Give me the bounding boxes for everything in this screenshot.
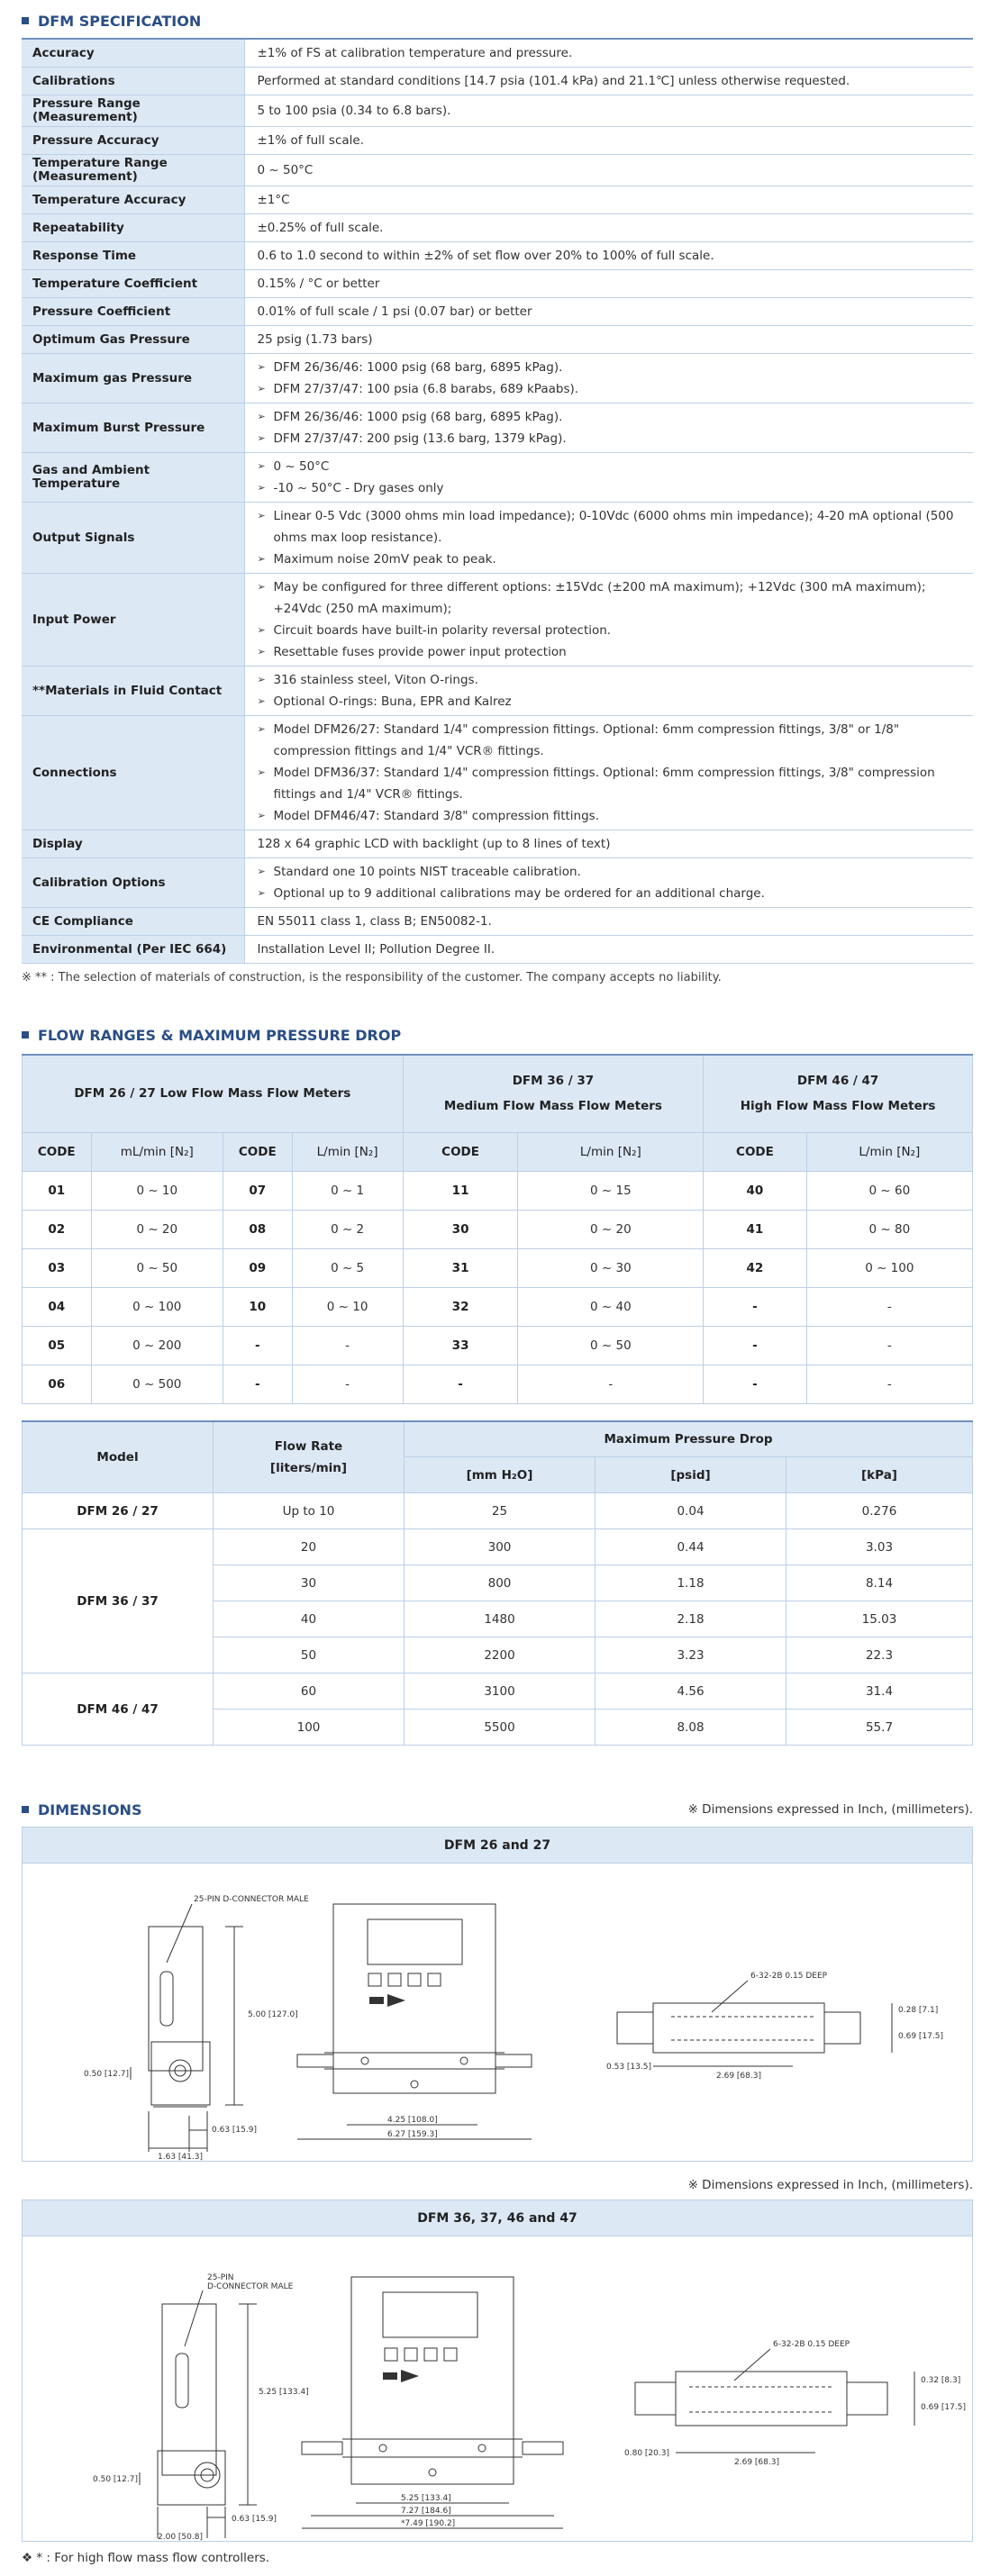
pressure-cell: 2.18 — [596, 1601, 786, 1637]
flow-range-cell: 0 ~ 500 — [91, 1365, 223, 1403]
spec-row — [22, 574, 973, 667]
table-row — [23, 1673, 973, 1710]
pressure-cell: 100 — [214, 1710, 405, 1746]
flow-range-cell: 0 ~ 15 — [518, 1171, 704, 1210]
flow-range-cell: 0 ~ 10 — [91, 1171, 223, 1210]
flow-range-cell: - — [806, 1326, 972, 1365]
flow-range-cell: 0 ~ 10 — [292, 1287, 403, 1326]
lcd-display-icon — [368, 1919, 462, 1964]
panel-title: DFM 26 and 27 — [23, 1828, 972, 1864]
flow-column-header: L/min [N₂] — [292, 1132, 403, 1171]
spec-value: 0 ~ 50°C — [244, 155, 973, 186]
flow-range-cell: 0 ~ 30 — [518, 1248, 704, 1287]
side-view-body — [149, 1927, 203, 2071]
spec-list-item: ➢ DFM 27/37/47: 100 psia (6.8 barabs, 689 kPaabs). — [258, 378, 961, 400]
pressure-cell: 55.7 — [786, 1710, 973, 1746]
flow-range-cell: 0 ~ 1 — [292, 1171, 403, 1210]
spec-list-item: ➢ DFM 26/36/46: 1000 psig (68 barg, 6895 kPag). — [258, 357, 961, 378]
pressure-cell: 8.14 — [786, 1565, 973, 1601]
side-dimension: 0.50 [12.7] — [93, 2475, 138, 2484]
flow-range-cell: 0 ~ 5 — [292, 1248, 403, 1287]
spec-value: ±1% of FS at calibration temperature and pressure. — [244, 39, 973, 68]
d-connector-icon — [176, 2354, 188, 2408]
spec-list-item: ➢ Optional up to 9 additional calibrations may be ordered for an additional charge. — [258, 883, 961, 904]
spec-row — [22, 326, 973, 354]
pressure-cell: 50 — [214, 1637, 405, 1673]
spec-row — [22, 186, 973, 214]
table-row — [23, 1210, 973, 1248]
spec-label: Calibrations — [22, 68, 244, 95]
spec-section-title — [22, 9, 973, 32]
flow-column-header: CODE — [704, 1132, 807, 1171]
spec-table — [22, 38, 973, 964]
group-header-medium: DFM 36 / 37 Medium Flow Mass Flow Meters — [403, 1055, 704, 1132]
spec-label: Temperature Accuracy — [22, 186, 244, 214]
flow-range-cell: 0 ~ 50 — [91, 1248, 223, 1287]
spec-value — [244, 453, 973, 503]
pressure-cell: 40 — [214, 1601, 405, 1637]
spec-value-list — [258, 505, 961, 570]
connector-label-1: 25-PIN — [207, 2273, 234, 2282]
width-dimension-2: 1.63 [41.3] — [158, 2153, 203, 2161]
spec-row — [22, 858, 973, 908]
spec-value: 25 psig (1.73 bars) — [244, 326, 973, 354]
flow-range-cell: 0 ~ 100 — [91, 1287, 223, 1326]
connector-label: 25-PIN D-CONNECTOR MALE — [194, 1895, 309, 1904]
spec-list-item: ➢ Linear 0-5 Vdc (3000 ohms min load impedance); 0-10Vdc (6000 ohms min impedance); 4-20 mA optional (500 ohms max loop resistance). — [258, 505, 961, 549]
pressure-cell: 8.08 — [596, 1710, 786, 1746]
spec-label: Calibration Options — [22, 858, 244, 908]
unit-header: [psid] — [596, 1457, 786, 1493]
pressure-cell: 3.03 — [786, 1529, 973, 1565]
flow-range-cell: - — [806, 1287, 972, 1326]
spec-value: ±0.25% of full scale. — [244, 214, 973, 242]
spec-list-item: ➢ Model DFM36/37: Standard 1/4" compression fittings. Optional: 6mm compression fittings, 3/8" compression fittings and 1/4" VCR® fittings. — [258, 762, 961, 805]
flow-code-cell: 03 — [23, 1248, 92, 1287]
flow-code-cell: - — [704, 1365, 807, 1403]
spec-list-item: ➢ Resettable fuses provide power input protection — [258, 641, 961, 663]
flow-code-cell: 31 — [403, 1248, 518, 1287]
flow-code-cell: 05 — [23, 1326, 92, 1365]
pressure-cell: Up to 10 — [214, 1493, 405, 1529]
front-width-3: *7.49 [190.2] — [401, 2519, 456, 2528]
section-bullet-icon — [22, 17, 29, 24]
spec-list-item: ➢ 316 stainless steel, Viton O-rings. — [258, 669, 961, 691]
pressure-cell: 30 — [214, 1565, 405, 1601]
spec-value — [244, 354, 973, 404]
unit-header: [mm H₂O] — [405, 1457, 596, 1493]
height-dimension: 5.00 [127.0] — [248, 2010, 298, 2019]
spec-row — [22, 453, 973, 503]
flow-column-header: CODE — [23, 1132, 92, 1171]
flow-range-cell: - — [292, 1365, 403, 1403]
flow-column-header: L/min [N₂] — [518, 1132, 704, 1171]
pressure-cell: 25 — [405, 1493, 596, 1529]
flow-range-cell: 0 ~ 2 — [292, 1210, 403, 1248]
flow-column-header: CODE — [223, 1132, 293, 1171]
spec-row — [22, 298, 973, 326]
spec-value: ±1% of full scale. — [244, 127, 973, 155]
flow-code-cell: 11 — [403, 1171, 518, 1210]
pressure-cell: 0.44 — [596, 1529, 786, 1565]
flow-title: FLOW RANGES & MAXIMUM PRESSURE DROP — [38, 1026, 402, 1044]
flow-code-cell: 02 — [23, 1210, 92, 1248]
materials-note: ※ ** : The selection of materials of construction, is the responsibility of the customer. The company accepts no liability. — [22, 971, 722, 984]
flow-code-cell: - — [223, 1365, 293, 1403]
spec-label: Pressure Accuracy — [22, 127, 244, 155]
flow-code-cell: 10 — [223, 1287, 293, 1326]
top-left-offset: 0.53 [13.5] — [606, 2063, 651, 2072]
table-row — [23, 1171, 973, 1210]
front-view-body — [333, 1904, 496, 2093]
spec-value: ±1°C — [244, 186, 973, 214]
pressure-drop-table — [22, 1420, 973, 1746]
table-row — [23, 1287, 973, 1326]
high-flow-footnote: ❖ * : For high flow mass flow controllers. — [22, 2551, 270, 2565]
flow-code-cell: - — [704, 1287, 807, 1326]
model-cell: DFM 46 / 47 — [23, 1673, 214, 1746]
spec-value-list — [258, 719, 961, 827]
flow-column-header: CODE — [403, 1132, 518, 1171]
spec-value: 0.6 to 1.0 second to within ±2% of set flow over 20% to 100% of full scale. — [244, 242, 973, 270]
flow-code-cell: 30 — [403, 1210, 518, 1248]
spec-label: Maximum gas Pressure — [22, 354, 244, 404]
flow-range-cell: 0 ~ 40 — [518, 1287, 704, 1326]
flow-range-cell: 0 ~ 20 — [91, 1210, 223, 1248]
spec-row — [22, 716, 973, 830]
table-row — [23, 1529, 973, 1565]
width-dimension-1: 0.63 [15.9] — [232, 2515, 277, 2524]
flow-code-cell: 33 — [403, 1326, 518, 1365]
dimensions-title: DIMENSIONS — [38, 1800, 142, 1819]
max-pressure-drop-header: Maximum Pressure Drop — [405, 1421, 973, 1457]
flow-range-cell: 0 ~ 50 — [518, 1326, 704, 1365]
flow-range-cell: - — [518, 1365, 704, 1403]
pressure-cell: 2200 — [405, 1637, 596, 1673]
spec-list-item: ➢ Optional O-rings: Buna, EPR and Kalrez — [258, 691, 961, 712]
flow-range-table — [22, 1054, 973, 1404]
pressure-cell: 15.03 — [786, 1601, 973, 1637]
spec-list-item: ➢ Circuit boards have built-in polarity reversal protection. — [258, 620, 961, 641]
spec-value: Performed at standard conditions [14.7 psia (101.4 kPa) and 21.1℃] unless otherwise requested. — [244, 68, 973, 95]
spec-value: 0.15% / °C or better — [244, 270, 973, 298]
section-bullet-icon — [22, 1031, 29, 1039]
spec-value: 5 to 100 psia (0.34 to 6.8 bars). — [244, 95, 973, 127]
spec-label: Temperature Range (Measurement) — [22, 155, 244, 186]
dimensions-unit-note: ※ Dimensions expressed in Inch, (millimeters). — [687, 1802, 973, 1817]
spec-label: Accuracy — [22, 39, 244, 68]
spec-label: Input Power — [22, 574, 244, 667]
top-height-2: 0.69 [17.5] — [898, 2032, 943, 2041]
top-height-2: 0.69 [17.5] — [921, 2403, 966, 2412]
spec-row — [22, 242, 973, 270]
unit-header: [kPa] — [786, 1457, 973, 1493]
spec-title: DFM SPECIFICATION — [38, 12, 202, 30]
group-header-high: DFM 46 / 47 High Flow Mass Flow Meters — [704, 1055, 973, 1132]
spec-value-list — [258, 406, 961, 449]
pressure-cell: 5500 — [405, 1710, 596, 1746]
spec-row — [22, 830, 973, 858]
pressure-cell: 800 — [405, 1565, 596, 1601]
width-dimension-1: 0.63 [15.9] — [212, 2126, 257, 2135]
pressure-cell: 22.3 — [786, 1637, 973, 1673]
front-width-2: 6.27 [159.3] — [387, 2130, 438, 2139]
spec-value-list — [258, 456, 961, 499]
spec-value — [244, 404, 973, 453]
spec-row — [22, 127, 973, 155]
pressure-cell: 3.23 — [596, 1637, 786, 1673]
flow-code-cell: 06 — [23, 1365, 92, 1403]
side-dimension: 0.50 [12.7] — [84, 2070, 129, 2079]
spec-value — [244, 858, 973, 908]
spec-label: Pressure Range (Measurement) — [22, 95, 244, 127]
spec-list-item: ➢ DFM 27/37/47: 200 psig (13.6 barg, 1379 kPag). — [258, 428, 961, 449]
flow-range-cell: - — [292, 1326, 403, 1365]
flow-range-cell: - — [806, 1365, 972, 1403]
tap-label: 6-32-2B 0.15 DEEP — [773, 2340, 850, 2349]
connector-label-2: D-CONNECTOR MALE — [207, 2282, 294, 2291]
spec-value: Installation Level II; Pollution Degree II. — [244, 936, 973, 964]
spec-list-item: ➢ DFM 26/36/46: 1000 psig (68 barg, 6895 kPag). — [258, 406, 961, 428]
model-cell: DFM 26 / 27 — [23, 1493, 214, 1529]
table-row — [23, 1365, 973, 1403]
spec-list-item: ➢ Model DFM26/27: Standard 1/4" compression fittings. Optional: 6mm compression fittings, 3/8" or 1/8" compression fittings and 1/4" VCR® fittings. — [258, 719, 961, 762]
spec-list-item: ➢ Model DFM46/47: Standard 3/8" compression fittings. — [258, 805, 961, 827]
spec-value-list — [258, 861, 961, 904]
spec-value: 128 x 64 graphic LCD with backlight (up to 8 lines of text) — [244, 830, 973, 858]
spec-label: Pressure Coefficient — [22, 298, 244, 326]
table-row — [23, 1326, 973, 1365]
flow-code-cell: - — [223, 1326, 293, 1365]
dimensions-header — [22, 1798, 973, 1821]
spec-label: Output Signals — [22, 503, 244, 574]
table-row — [23, 1493, 973, 1529]
pressure-cell: 1480 — [405, 1601, 596, 1637]
panel-title: DFM 36, 37, 46 and 47 — [23, 2200, 972, 2236]
flow-code-cell: 41 — [704, 1210, 807, 1248]
spec-label: Optimum Gas Pressure — [22, 326, 244, 354]
spec-label: Maximum Burst Pressure — [22, 404, 244, 453]
flow-range-cell: 0 ~ 200 — [91, 1326, 223, 1365]
dimension-panel-36-47 — [22, 2200, 973, 2542]
spec-list-item: ➢ May be configured for three different options: ±15Vdc (±200 mA maximum); +12Vdc (300 mA maximum); +24Vdc (250 mA maximum); — [258, 576, 961, 620]
spec-label: Connections — [22, 716, 244, 830]
flow-range-cell: 0 ~ 60 — [806, 1171, 972, 1210]
pressure-cell: 60 — [214, 1673, 405, 1710]
spec-label: Response Time — [22, 242, 244, 270]
dimensions-section-title — [22, 1798, 141, 1821]
pressure-cell: 300 — [405, 1529, 596, 1565]
flow-range-cell: 0 ~ 20 — [518, 1210, 704, 1248]
flow-direction-arrow-icon — [387, 1994, 405, 2007]
pressure-cell: 4.56 — [596, 1673, 786, 1710]
pressure-cell: 20 — [214, 1529, 405, 1565]
top-view-body — [653, 2003, 824, 2053]
side-view-body — [162, 2304, 216, 2475]
spec-label: CE Compliance — [22, 908, 244, 936]
flow-section-title — [22, 1023, 973, 1047]
spec-value — [244, 503, 973, 574]
flow-column-header: mL/min [N₂] — [91, 1132, 223, 1171]
flow-code-cell: 01 — [23, 1171, 92, 1210]
flow-range-cell: 0 ~ 80 — [806, 1210, 972, 1248]
flow-code-cell: - — [403, 1365, 518, 1403]
spec-label: Gas and Ambient Temperature — [22, 453, 244, 503]
spec-row — [22, 270, 973, 298]
flow-code-cell: 42 — [704, 1248, 807, 1287]
front-width-2: 7.27 [184.6] — [401, 2507, 451, 2516]
front-width-1: 5.25 [133.4] — [401, 2494, 451, 2503]
d-connector-icon — [160, 1972, 173, 2026]
spec-value-list — [258, 357, 961, 400]
spec-value — [244, 716, 973, 830]
pressure-cell: 3100 — [405, 1673, 596, 1710]
flow-code-cell: - — [704, 1326, 807, 1365]
spec-value — [244, 667, 973, 716]
table-row — [23, 1248, 973, 1287]
spec-value-list — [258, 669, 961, 712]
spec-row — [22, 404, 973, 453]
spec-list-item: ➢ Standard one 10 points NIST traceable calibration. — [258, 861, 961, 883]
spec-label: Display — [22, 830, 244, 858]
dimensions-unit-note-2: ※ Dimensions expressed in Inch, (millimeters). — [687, 2178, 973, 2192]
spec-row — [22, 354, 973, 404]
top-height-1: 0.28 [7.1] — [898, 2006, 939, 2015]
flow-code-cell: 09 — [223, 1248, 293, 1287]
pressure-cell: 0.276 — [786, 1493, 973, 1529]
front-view-body — [351, 2277, 514, 2484]
flow-rate-header: Flow Rate [liters/min] — [214, 1421, 405, 1493]
pressure-cell: 0.04 — [596, 1493, 786, 1529]
dimension-panel-26-27 — [22, 1827, 973, 2162]
flow-code-cell: 07 — [223, 1171, 293, 1210]
pressure-cell: 1.18 — [596, 1565, 786, 1601]
spec-list-item: ➢ 0 ~ 50°C — [258, 456, 961, 477]
flow-column-header: L/min [N₂] — [806, 1132, 972, 1171]
height-dimension: 5.25 [133.4] — [259, 2388, 309, 2397]
spec-label: Environmental (Per IEC 664) — [22, 936, 244, 964]
spec-row — [22, 214, 973, 242]
section-bullet-icon — [22, 1806, 29, 1813]
spec-label: **Materials in Fluid Contact — [22, 667, 244, 716]
model-cell: DFM 36 / 37 — [23, 1529, 214, 1673]
spec-value — [244, 574, 973, 667]
top-height-1: 0.32 [8.3] — [921, 2376, 961, 2385]
spec-value-list — [258, 576, 961, 663]
tap-label: 6-32-2B 0.15 DEEP — [750, 1972, 828, 1981]
top-view-body — [676, 2372, 847, 2426]
spec-row — [22, 503, 973, 574]
spec-row — [22, 667, 973, 716]
spec-label: Repeatability — [22, 214, 244, 242]
group-header-low: DFM 26 / 27 Low Flow Mass Flow Meters — [23, 1055, 404, 1132]
spec-row — [22, 908, 973, 936]
dimension-drawing-26-27 — [23, 1864, 974, 2161]
top-center-spacing: 2.69 [68.3] — [734, 2458, 779, 2467]
top-left-offset: 0.80 [20.3] — [624, 2449, 669, 2458]
spec-row — [22, 95, 973, 127]
spec-value: EN 55011 class 1, class B; EN50082-1. — [244, 908, 973, 936]
dimension-drawing-36-47 — [23, 2236, 974, 2541]
spec-list-item: ➢ -10 ~ 50°C - Dry gases only — [258, 477, 961, 499]
flow-direction-arrow-icon — [401, 2370, 419, 2382]
spec-row — [22, 68, 973, 95]
spec-row — [22, 39, 973, 68]
flow-code-cell: 32 — [403, 1287, 518, 1326]
front-width-1: 4.25 [108.0] — [387, 2116, 438, 2125]
spec-label: Temperature Coefficient — [22, 270, 244, 298]
pressure-cell: 31.4 — [786, 1673, 973, 1710]
model-header: Model — [23, 1421, 214, 1493]
flow-code-cell: 04 — [23, 1287, 92, 1326]
flow-code-cell: 08 — [223, 1210, 293, 1248]
spec-row — [22, 155, 973, 186]
spec-value: 0.01% of full scale / 1 psi (0.07 bar) or better — [244, 298, 973, 326]
width-dimension-2: 2.00 [50.8] — [158, 2533, 203, 2541]
top-center-spacing: 2.69 [68.3] — [716, 2072, 761, 2081]
spec-row — [22, 936, 973, 964]
spec-list-item: ➢ Maximum noise 20mV peak to peak. — [258, 549, 961, 570]
lcd-display-icon — [383, 2292, 477, 2337]
flow-code-cell: 40 — [704, 1171, 807, 1210]
flow-range-cell: 0 ~ 100 — [806, 1248, 972, 1287]
